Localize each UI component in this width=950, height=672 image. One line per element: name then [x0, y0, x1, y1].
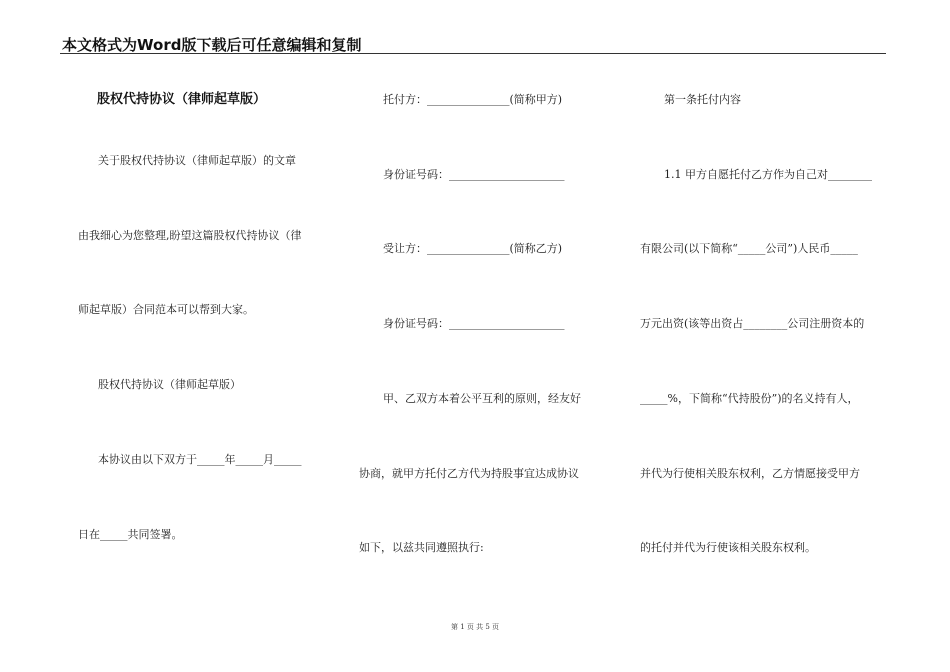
- paragraph-line: 托付方：_______________(简称甲方): [383, 93, 563, 106]
- paragraph-line: 本协议由以下双方于_____年_____月_____: [98, 453, 302, 466]
- paragraph-line: 由我细心为您整理,盼望这篇股权代持协议（律: [78, 229, 302, 242]
- paragraph-line: 股权代持协议（律师起草版）: [98, 378, 241, 391]
- paragraph-line: 有限公司(以下简称“_____公司”)人民币_____: [640, 242, 858, 255]
- paragraph-line: 受让方：_______________(简称乙方): [383, 242, 563, 255]
- paragraph-line: 关于股权代持协议（律师起草版）的文章: [98, 154, 296, 167]
- paragraph-line: 的托付并代为行使该相关股东权利。: [640, 541, 816, 554]
- paragraph-line: 并代为行使相关股东权利，乙方情愿接受甲方: [640, 467, 860, 480]
- paragraph-line: 身份证号码：_____________________: [383, 168, 565, 181]
- section-heading: 第一条托付内容: [664, 93, 741, 106]
- page-number: 第 1 页 共 5 页: [450, 623, 500, 631]
- paragraph-line: 日在_____共同签署。: [78, 528, 183, 541]
- header-divider: [60, 53, 886, 54]
- paragraph-line: 如下，以兹共同遵照执行:: [359, 541, 484, 554]
- paragraph-line: 身份证号码：_____________________: [383, 317, 565, 330]
- paragraph-line: 协商，就甲方托付乙方代为持股事宜达成协议: [359, 467, 579, 480]
- paragraph-line: 1.1 甲方自愿托付乙方作为自己对________: [664, 168, 872, 181]
- paragraph-line: _____%，下简称“代持股份”)的名义持有人，: [640, 392, 859, 405]
- paragraph-line: 师起草版）合同范本可以帮到大家。: [78, 303, 254, 316]
- document-header-title: 本文格式为Word版下载后可任意编辑和复制: [62, 36, 362, 54]
- document-title: 股权代持协议（律师起草版）: [97, 92, 267, 107]
- paragraph-line: 甲、乙双方本着公平互利的原则，经友好: [383, 392, 581, 405]
- paragraph-line: 万元出资(该等出资占________公司注册资本的: [640, 317, 865, 330]
